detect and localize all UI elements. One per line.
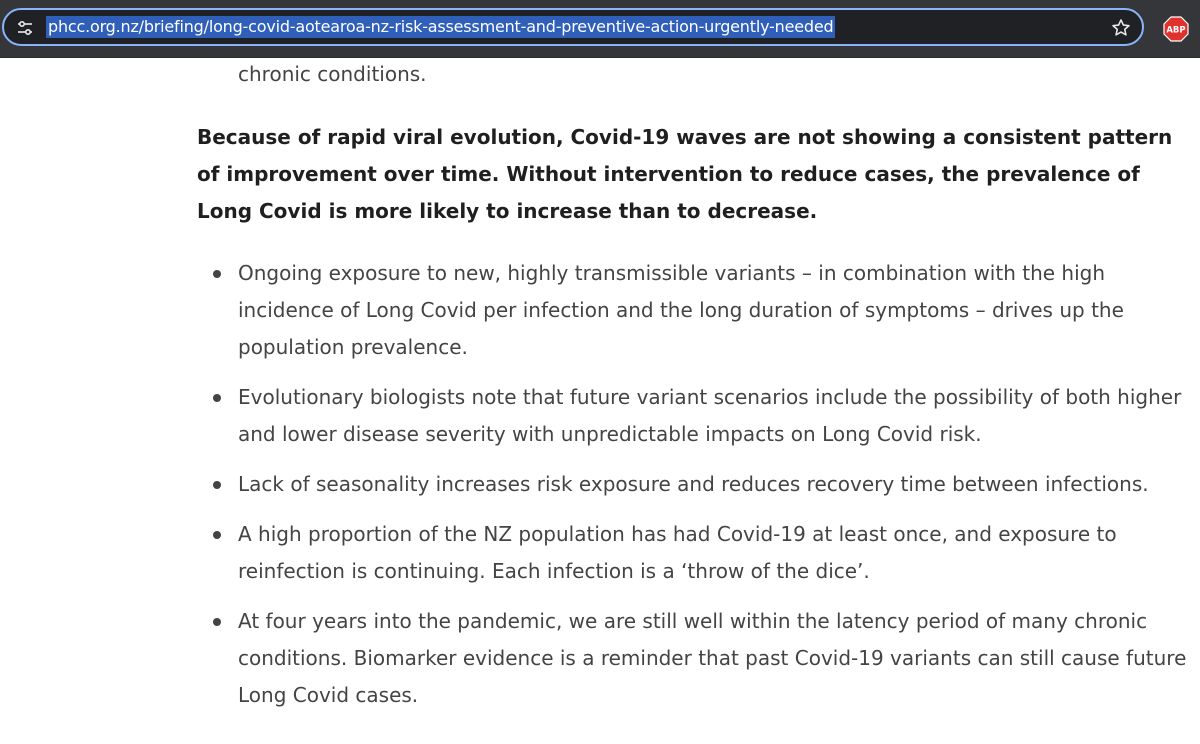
bullet-icon xyxy=(213,618,221,626)
list-item-text: Ongoing exposure to new, highly transmissible variants – in combination with the high incidence of Long Covid per infection and the long duration of symptoms – drives up the population prevalence. xyxy=(238,261,1124,359)
list-item xyxy=(238,379,1188,453)
star-icon[interactable] xyxy=(1110,17,1132,39)
url-text[interactable]: phcc.org.nz/briefing/long-covid-aotearoa-nz-risk-assessment-and-preventive-action-urgently-needed xyxy=(48,17,834,36)
list-item xyxy=(238,466,1188,503)
bullet-icon xyxy=(213,270,221,278)
bullet-list xyxy=(238,255,1188,727)
list-item-text: A high proportion of the NZ population has had Covid-19 at least once, and exposure to reinfection is continuing. Each infection is a ‘throw of the dice’. xyxy=(238,522,1117,583)
lead-paragraph: Because of rapid viral evolution, Covid-19 waves are not showing a consistent pattern of improvement over time. Without intervention to reduce cases, the prevalence of Long Covid is more likely to increase than to decrease. xyxy=(197,125,1173,223)
bullet-icon xyxy=(213,394,221,402)
adblock-plus-icon[interactable] xyxy=(1163,16,1189,42)
continued-text: chronic conditions. xyxy=(238,62,427,86)
list-item xyxy=(238,516,1188,590)
list-item xyxy=(238,603,1188,714)
abp-label: ABP xyxy=(1166,25,1186,36)
tune-icon[interactable] xyxy=(16,19,34,37)
bullet-icon xyxy=(213,531,221,539)
address-bar[interactable] xyxy=(2,8,1144,46)
article-content xyxy=(0,57,1200,744)
list-item-text: Evolutionary biologists note that future variant scenarios include the possibility of both higher and lower disease severity with unpredictable impacts on Long Covid risk. xyxy=(238,385,1182,446)
list-item-text: Lack of seasonality increases risk exposure and reduces recovery time between infections. xyxy=(238,472,1149,496)
list-item xyxy=(238,255,1188,366)
bullet-icon xyxy=(213,481,221,489)
browser-toolbar xyxy=(0,0,1200,58)
list-item-text: At four years into the pandemic, we are still well within the latency period of many chronic conditions. Biomarker evidence is a reminder that past Covid-19 variants can still cause future Long Covid cases. xyxy=(238,609,1187,707)
